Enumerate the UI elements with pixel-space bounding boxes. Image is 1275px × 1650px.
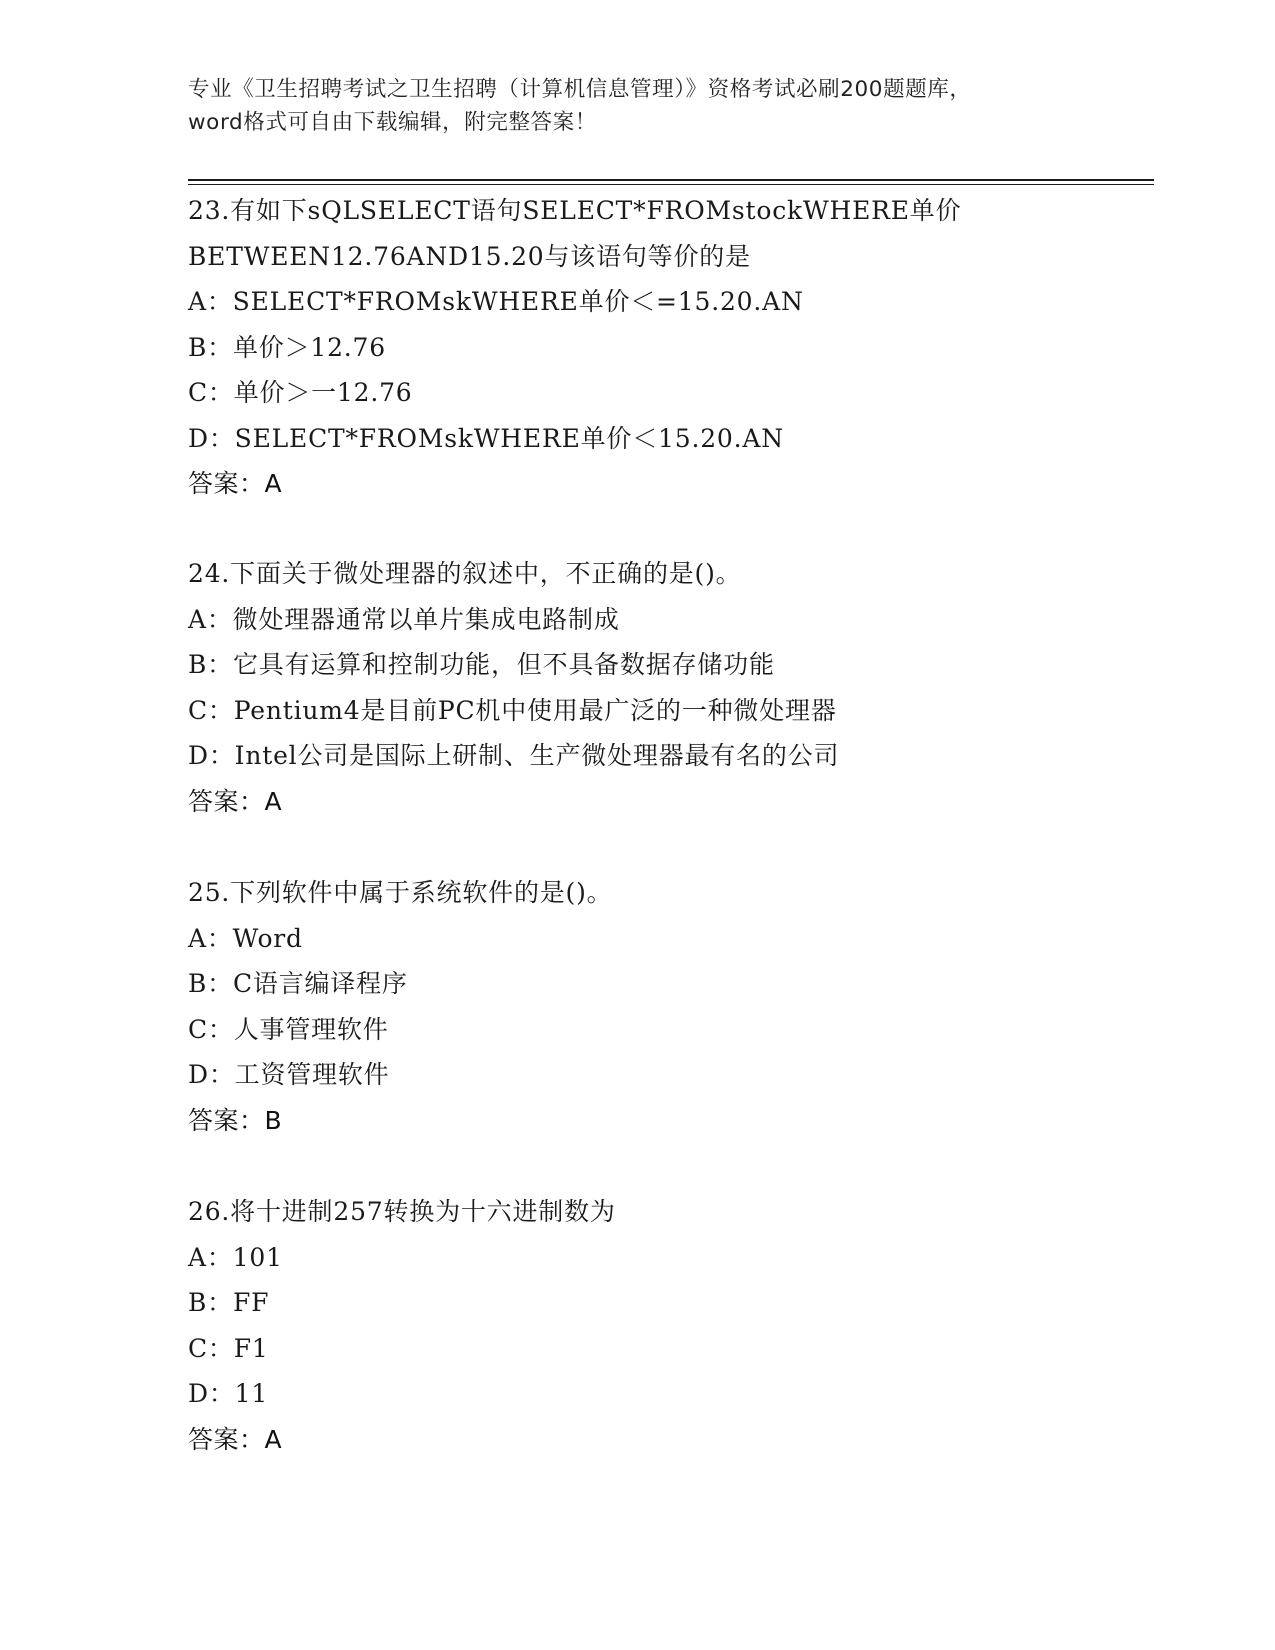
question-25	[188, 870, 1138, 1143]
question-stem-line: 23.有如下sQLSELECT语句SELECT*FROMstockWHERE单价	[188, 196, 962, 225]
question-stem-line: BETWEEN12.76AND15.20与该语句等价的是	[188, 241, 751, 271]
option-d: D：11	[188, 1379, 269, 1408]
question-stem-line: 24.下面关于微处理器的叙述中，不正确的是()。	[188, 559, 742, 588]
option-a: A：SELECT*FROMskWHERE单价＜=15.20.AN	[188, 287, 804, 316]
option-c: C：单价＞一12.76	[188, 378, 413, 407]
question-26	[188, 1189, 1138, 1462]
question-24	[188, 551, 1138, 824]
option-d: D：Intel公司是国际上研制、生产微处理器最有名的公司	[188, 741, 840, 770]
option-c: C：F1	[188, 1333, 269, 1363]
option-b: B：单价＞12.76	[188, 332, 386, 362]
option-d: D：工资管理软件	[188, 1060, 390, 1089]
header-divider-thin	[188, 184, 1154, 185]
question-23	[188, 188, 1138, 507]
option-b: B：C语言编译程序	[188, 969, 408, 998]
answer-line: 答案：B	[188, 1105, 283, 1135]
option-d: D：SELECT*FROMskWHERE单价＜15.20.AN	[188, 423, 784, 453]
option-c: C：Pentium4是目前PC机中使用最广泛的一种微处理器	[188, 695, 837, 725]
question-stem-line: 25.下列软件中属于系统软件的是()。	[188, 878, 613, 907]
question-stem-line: 26.将十进制257转换为十六进制数为	[188, 1197, 616, 1226]
answer-line: 答案：A	[188, 786, 283, 816]
answer-line: 答案：A	[188, 469, 283, 498]
option-b: B：FF	[188, 1288, 270, 1317]
option-b: B：它具有运算和控制功能，但不具备数据存储功能	[188, 650, 775, 679]
header-title-line-1: 专业《卫生招聘考试之卫生招聘（计算机信息管理）》资格考试必刷200题题库，	[188, 77, 972, 102]
header-divider-thick	[188, 179, 1154, 181]
option-a: A：微处理器通常以单片集成电路制成	[188, 604, 620, 634]
option-a: A：101	[188, 1242, 283, 1272]
answer-line: 答案：A	[188, 1424, 283, 1454]
option-a: A：Word	[188, 923, 303, 953]
document-header	[188, 73, 1088, 139]
header-title-line-2: word格式可自由下载编辑，附完整答案！	[188, 110, 597, 135]
option-c: C：人事管理软件	[188, 1014, 389, 1044]
